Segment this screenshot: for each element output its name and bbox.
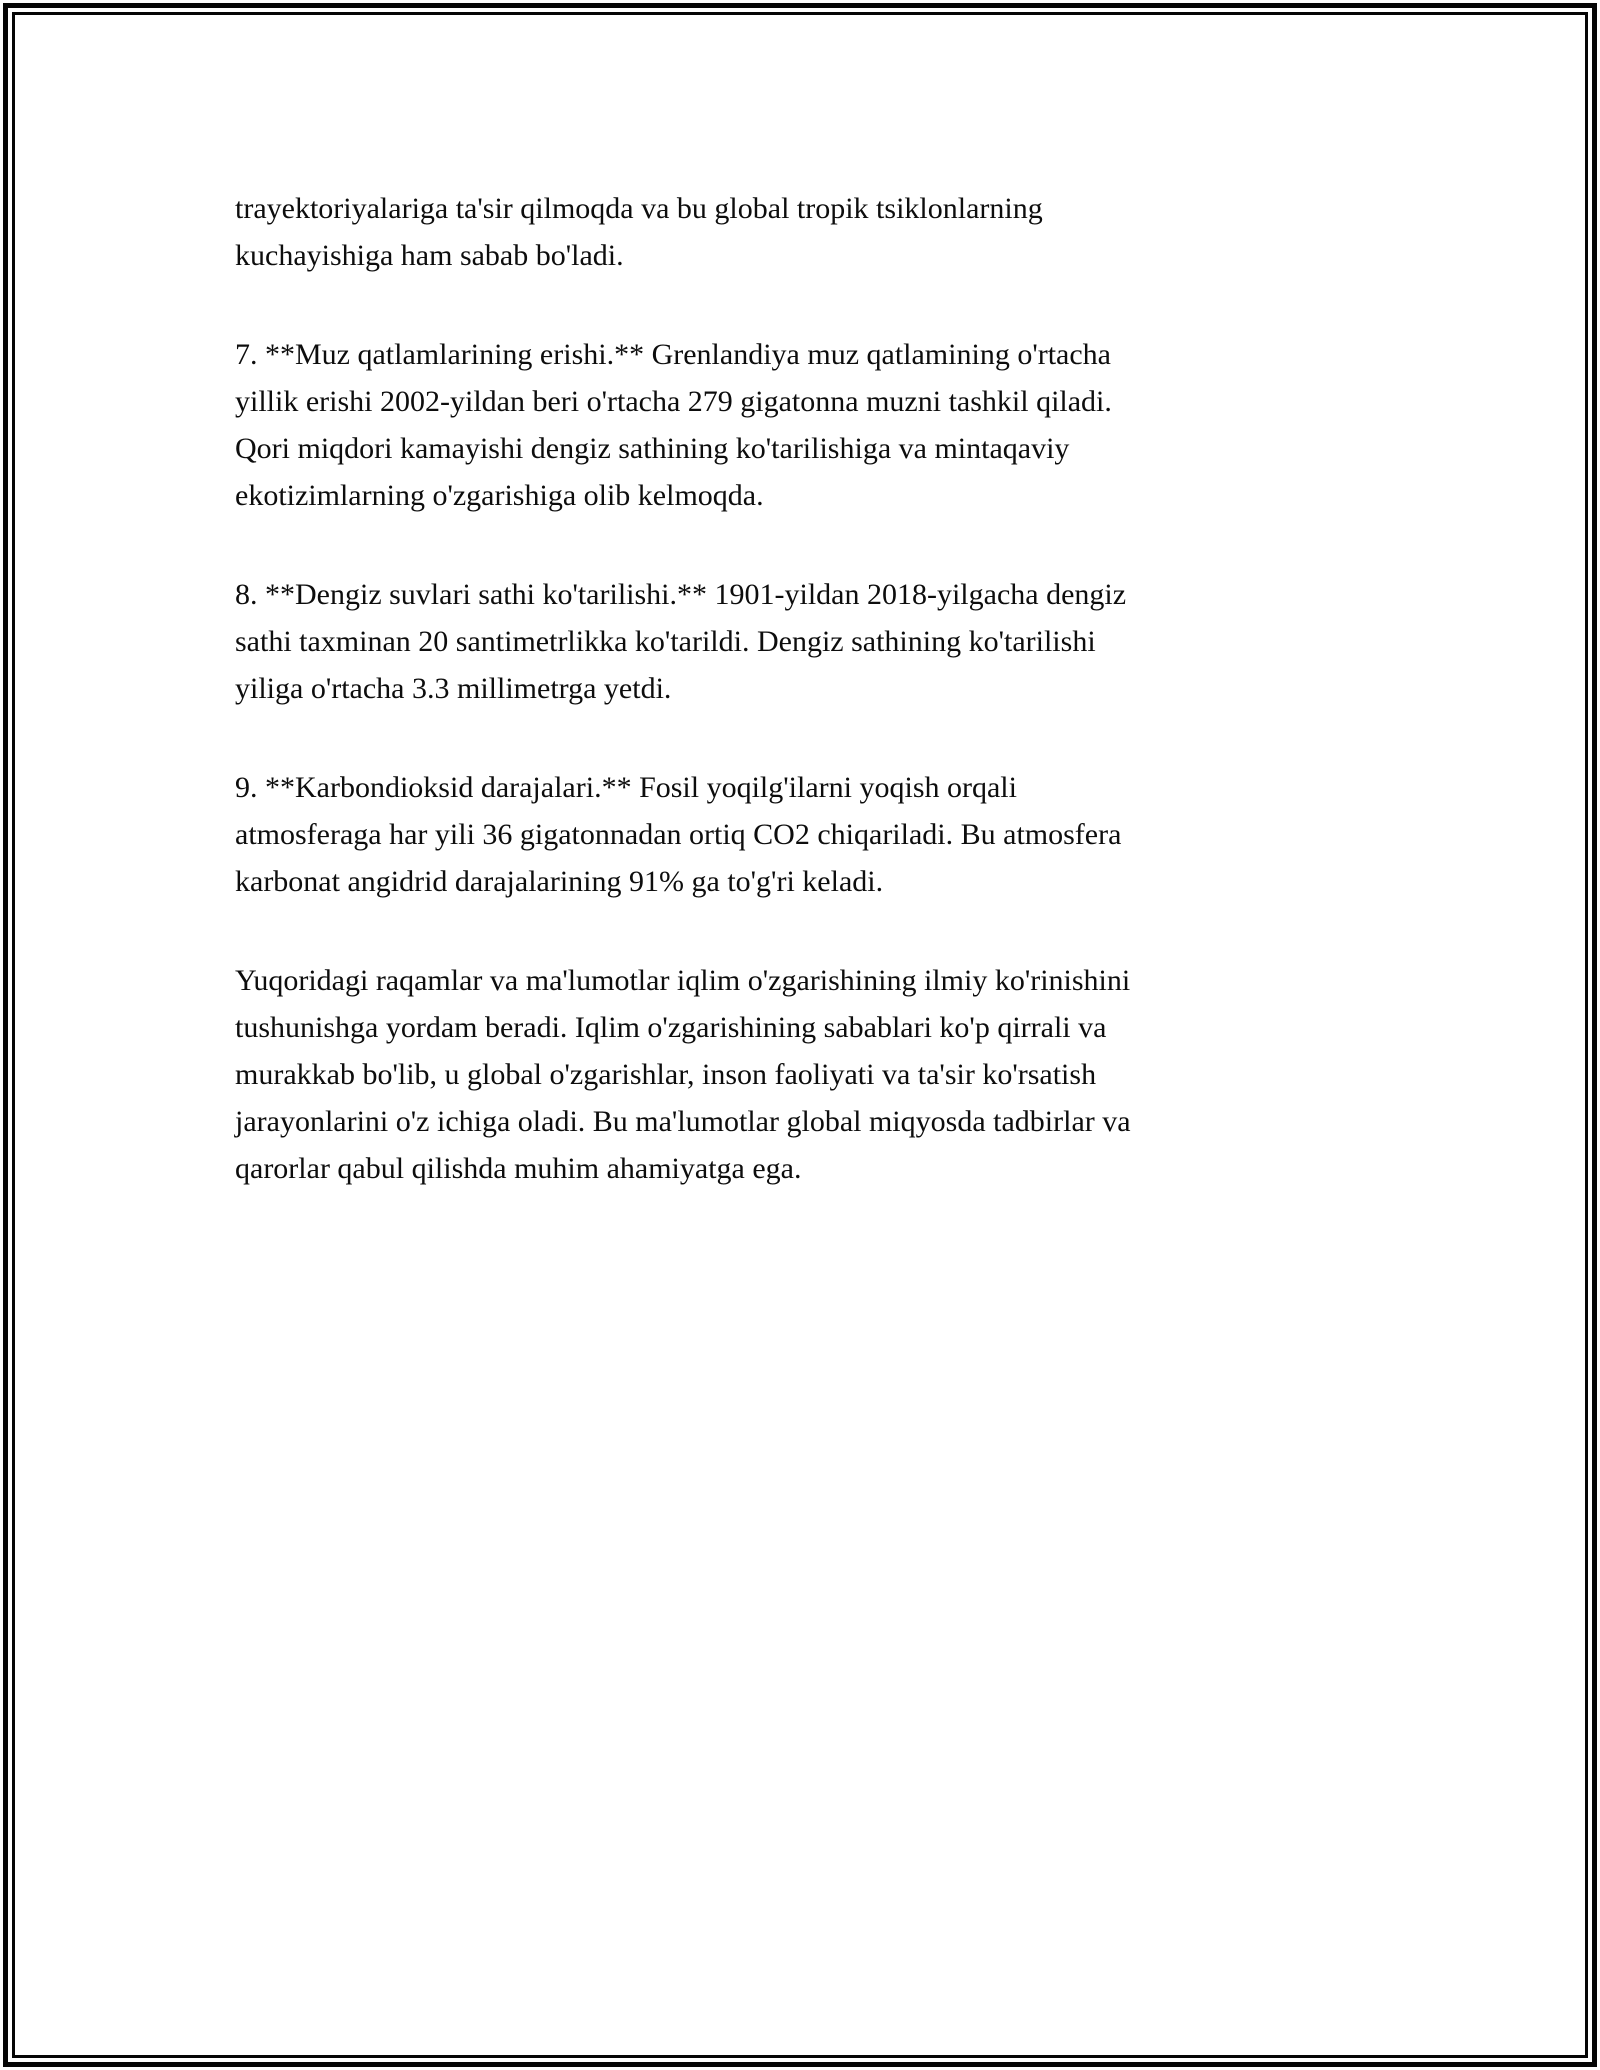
page-border-outer <box>3 3 1597 2067</box>
text-line: yiliga o'rtacha 3.3 millimetrga yetdi. <box>235 672 672 705</box>
text-line: qarorlar qabul qilishda muhim ahamiyatga ega. <box>235 1152 802 1185</box>
text-line: kuchayishiga ham sabab bo'ladi. <box>235 239 624 272</box>
document-body <box>15 15 1585 2055</box>
text-line: Yuqoridagi raqamlar va ma'lumotlar iqlim o'zgarishining ilmiy ko'rinishini <box>235 964 1131 997</box>
paragraph <box>235 764 1465 905</box>
text-line: yillik erishi 2002-yildan beri o'rtacha 279 gigatonna muzni tashkil qiladi. <box>235 385 1112 418</box>
text-line: Qori miqdori kamayishi dengiz sathining ko'tarilishiga va mintaqaviy <box>235 432 1070 465</box>
page-border-inner <box>12 12 1588 2058</box>
paragraph <box>235 185 1465 279</box>
text-line: 8. **Dengiz suvlari sathi ko'tarilishi.** 1901-yildan 2018-yilgacha dengiz <box>235 578 1127 611</box>
paragraph <box>235 957 1465 1192</box>
text-line: karbonat angidrid darajalarining 91% ga to'g'ri keladi. <box>235 865 884 898</box>
text-line: sathi taxminan 20 santimetrlikka ko'tarildi. Dengiz sathining ko'tarilishi <box>235 625 1096 658</box>
text-line: 7. **Muz qatlamlarining erishi.** Grenlandiya muz qatlamining o'rtacha <box>235 338 1111 371</box>
paragraph <box>235 571 1465 712</box>
text-line: trayektoriyalariga ta'sir qilmoqda va bu global tropik tsiklonlarning <box>235 192 1043 225</box>
text-line: murakkab bo'lib, u global o'zgarishlar, inson faoliyati va ta'sir ko'rsatish <box>235 1058 1097 1091</box>
text-line: jarayonlarini o'z ichiga oladi. Bu ma'lumotlar global miqyosda tadbirlar va <box>235 1105 1131 1138</box>
text-line: tushunishga yordam beradi. Iqlim o'zgarishining sabablari ko'p qirrali va <box>235 1011 1107 1044</box>
text-line: atmosferaga har yili 36 gigatonnadan ortiq CO2 chiqariladi. Bu atmosfera <box>235 818 1122 851</box>
text-line: ekotizimlarning o'zgarishiga olib kelmoqda. <box>235 479 764 512</box>
text-line: 9. **Karbondioksid darajalari.** Fosil yoqilg'ilarni yoqish orqali <box>235 771 1017 804</box>
paragraph <box>235 331 1465 519</box>
